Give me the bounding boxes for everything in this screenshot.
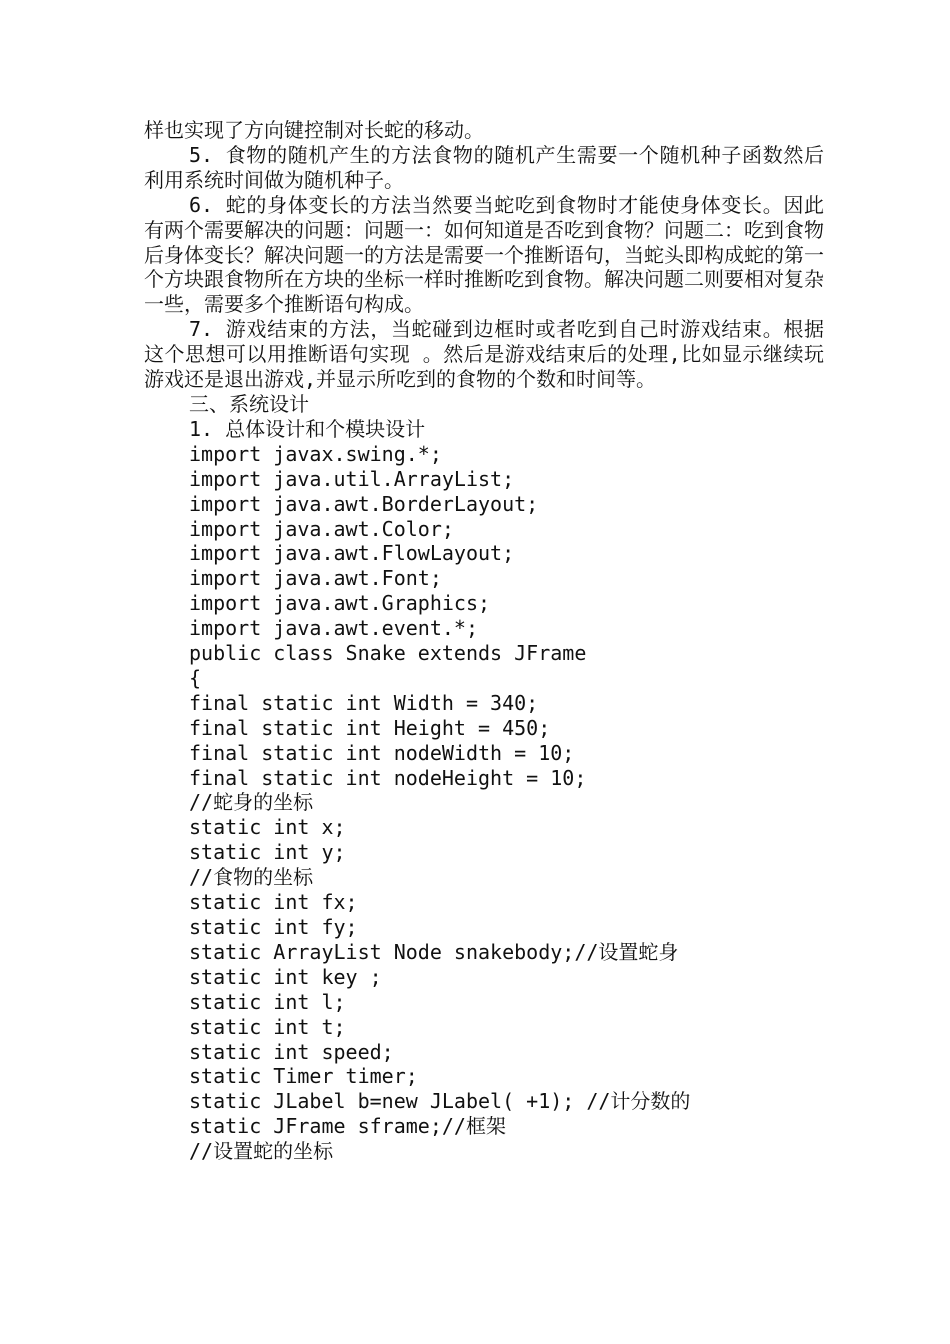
code-line: static JLabel b=new JLabel( +1); //计分数的 — [189, 1089, 691, 1114]
code-line: static int fx; — [189, 890, 358, 915]
code-line: import java.util.ArrayList; — [189, 466, 515, 491]
code-line: //设置蛇的坐标 — [189, 1139, 334, 1164]
code-line: final static int Height = 450; — [189, 715, 551, 740]
code-line: { — [189, 665, 202, 690]
paragraph-continuation: 样也实现了方向键控制对长蛇的移动。 — [144, 118, 484, 142]
paragraph-game-over: 7. 游戏结束的方法，当蛇碰到边框时或者吃到自己时游戏结束。根据这个思想可以用推断语句实现 。然后是游戏结束后的处理,比如显示继续玩游戏还是退出游戏,并显示所吃到的食物的个数和时间等。 — [144, 317, 824, 392]
code-line: static int t; — [189, 1014, 346, 1039]
code-line: import java.awt.Graphics; — [189, 591, 491, 616]
code-listing — [144, 442, 824, 1164]
code-line: static int fy; — [189, 915, 358, 939]
code-line: //蛇身的坐标 — [189, 790, 314, 815]
document-body — [144, 118, 824, 1164]
code-line: static Timer timer; — [189, 1064, 418, 1089]
code-line: import java.awt.event.*; — [189, 616, 478, 641]
code-line: public class Snake extends JFrame — [189, 641, 587, 666]
code-line: import java.awt.FlowLayout; — [189, 541, 515, 566]
code-line: static int x; — [189, 815, 346, 840]
code-line: final static int nodeWidth = 10; — [189, 740, 575, 765]
code-line: static JFrame sframe;//框架 — [189, 1114, 506, 1139]
code-line: static ArrayList Node snakebody;//设置蛇身 — [189, 939, 679, 964]
subsection-heading: 1. 总体设计和个模块设计 — [189, 416, 426, 441]
code-line: final static int Width = 340; — [189, 690, 539, 715]
code-line: static int key ; — [189, 964, 382, 989]
code-line: import javax.swing.*; — [189, 441, 442, 466]
code-line: //食物的坐标 — [189, 865, 314, 890]
code-line: static int y; — [189, 840, 346, 865]
code-line: static int l; — [189, 989, 346, 1014]
code-line: import java.awt.Color; — [189, 516, 454, 541]
code-line: final static int nodeHeight = 10; — [189, 765, 587, 790]
paragraph-body-growth: 6. 蛇的身体变长的方法当然要当蛇吃到食物时才能使身体变长。因此有两个需要解决的问题：问题一：如何知道是否吃到食物？问题二：吃到食物后身体变长？解决问题一的方法是需要一个推断语句，当蛇头即构成蛇的第一个方块跟食物所在方块的坐标一样时推断吃到食物。解决问题二则要相对复杂一些，需要多个推断语句构成。 — [144, 192, 824, 317]
code-line: import java.awt.Font; — [189, 566, 442, 591]
section-heading: 三、系统设计 — [189, 391, 309, 416]
paragraph-food-generation: 5. 食物的随机产生的方法食物的随机产生需要一个随机种子函数然后利用系统时间做为随机种子。 — [144, 142, 824, 192]
code-line: static int speed; — [189, 1039, 394, 1064]
code-line: import java.awt.BorderLayout; — [189, 491, 539, 516]
